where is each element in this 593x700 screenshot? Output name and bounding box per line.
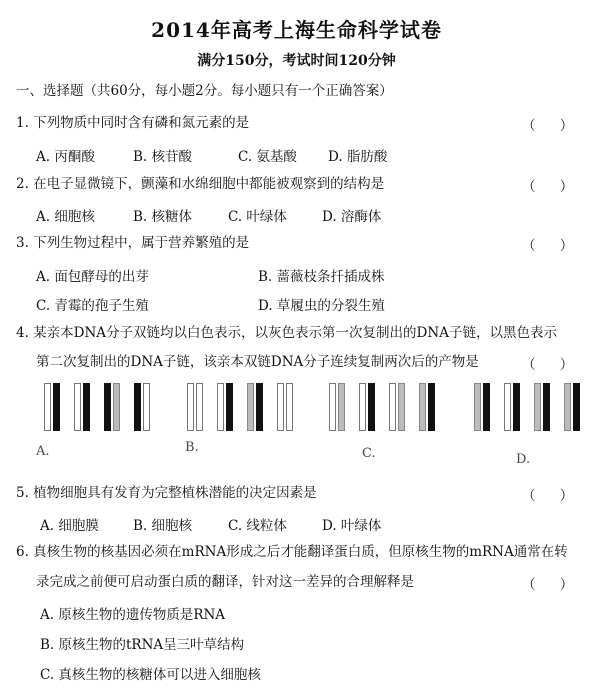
strand [564, 383, 571, 431]
q2-option-b: B. 核糖体 [133, 209, 193, 225]
strand [474, 383, 481, 431]
strand [187, 383, 194, 431]
q2-option-d: D. 溶酶体 [322, 209, 382, 225]
strand [504, 383, 511, 431]
question-2-stem: 2. 在电子显微镜下，颤藻和水绵细胞中都能被观察到的结构是 [16, 176, 385, 192]
strand [113, 383, 120, 431]
question-1-stem: 1. 下列物质中同时含有磷和氮元素的是 [16, 115, 250, 131]
q1-option-d: D. 脂肪酸 [328, 149, 388, 165]
q3-option-d: D. 草履虫的分裂生殖 [258, 298, 385, 314]
strand [226, 383, 233, 431]
strand [286, 383, 293, 431]
q2-option-a: A. 细胞核 [36, 209, 95, 225]
strand [196, 383, 203, 431]
strand [389, 383, 396, 431]
strand [44, 383, 51, 431]
strand [368, 383, 375, 431]
q5-option-a: A. 细胞膜 [40, 518, 99, 534]
q5-option-c: C. 线粒体 [228, 518, 287, 534]
strand [483, 383, 490, 431]
answer-blank-2: （ ） [522, 179, 584, 195]
answer-blank-3: （ ） [522, 238, 584, 254]
dna-figure-d [470, 383, 590, 431]
strand [543, 383, 550, 431]
strand [247, 383, 254, 431]
strand [53, 383, 60, 431]
strand [513, 383, 520, 431]
dna-figure-c [325, 383, 445, 431]
q1-option-b: B. 核苷酸 [133, 149, 193, 165]
q3-option-b: B. 蔷薇枝条扦插成株 [258, 269, 385, 285]
strand [573, 383, 580, 431]
question-4-stem-line2: 第二次复制出的DNA子链，该亲本双链DNA分子连续复制两次后的产物是 [36, 354, 479, 370]
strand [83, 383, 90, 431]
question-3-stem: 3. 下列生物过程中，属于营养繁殖的是 [16, 235, 250, 251]
exam-title: 2014年高考上海生命科学试卷 [151, 18, 442, 42]
exam-subtitle: 满分150分，考试时间120分钟 [197, 53, 396, 69]
strand [217, 383, 224, 431]
strand [143, 383, 150, 431]
strand [398, 383, 405, 431]
strand [104, 383, 111, 431]
strand [329, 383, 336, 431]
q6-option-a: A. 原核生物的遗传物质是RNA [40, 607, 226, 623]
answer-blank-5: （ ） [522, 488, 584, 504]
figure-label-a: A. [36, 444, 50, 459]
answer-blank-4: （ ） [522, 357, 584, 373]
section-heading: 一、选择题（共60分，每小题2分。每小题只有一个正确答案） [16, 83, 393, 99]
strand [338, 383, 345, 431]
figure-label-c: C. [362, 446, 376, 461]
q1-option-a: A. 丙酮酸 [36, 149, 95, 165]
strand [428, 383, 435, 431]
q3-option-a: A. 面包酵母的出芽 [36, 269, 149, 285]
q6-option-c: C. 真核生物的核糖体可以进入细胞核 [40, 667, 261, 683]
dna-figure-a [40, 383, 160, 431]
figure-label-b: B. [185, 440, 199, 455]
question-4-stem-line1: 4. 某亲本DNA分子双链均以白色表示，以灰色表示第一次复制出的DNA子链，以黑色表示 [16, 325, 557, 341]
q5-option-d: D. 叶绿体 [322, 518, 382, 534]
q2-option-c: C. 叶绿体 [228, 209, 287, 225]
answer-blank-1: （ ） [522, 118, 584, 134]
answer-blank-6: （ ） [522, 577, 584, 593]
strand [419, 383, 426, 431]
strand [277, 383, 284, 431]
q6-option-b: B. 原核生物的tRNA呈三叶草结构 [40, 637, 245, 653]
strand [134, 383, 141, 431]
q1-option-c: C. 氨基酸 [238, 149, 297, 165]
strand [359, 383, 366, 431]
question-6-stem-line1: 6. 真核生物的核基因必须在mRNA形成之后才能翻译蛋白质，但原核生物的mRNA通常在转 [16, 544, 568, 560]
strand [74, 383, 81, 431]
figure-label-d: D. [516, 452, 531, 467]
strand [256, 383, 263, 431]
q3-option-c: C. 青霉的孢子生殖 [36, 298, 149, 314]
question-6-stem-line2: 录完成之前便可启动蛋白质的翻译，针对这一差异的合理解释是 [36, 574, 414, 590]
q5-option-b: B. 细胞核 [133, 518, 193, 534]
question-5-stem: 5. 植物细胞具有发育为完整植株潜能的决定因素是 [16, 485, 317, 501]
dna-figure-b [183, 383, 303, 431]
strand [534, 383, 541, 431]
